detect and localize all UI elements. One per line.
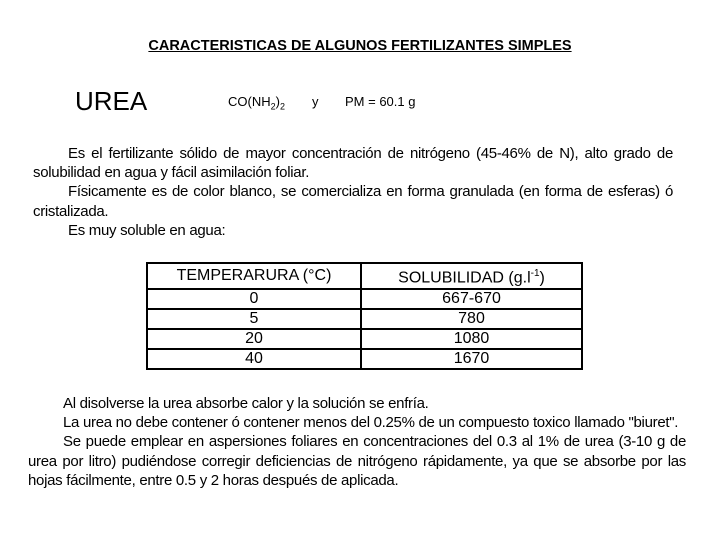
cell-sol: 1080: [361, 329, 582, 349]
cell-temp: 0: [147, 289, 361, 309]
formula-base: CO(NH: [228, 94, 271, 109]
page-title: CARACTERISTICAS DE ALGUNOS FERTILIZANTES SIMPLES: [148, 38, 572, 54]
table-row: [147, 329, 582, 349]
cell-sol: 780: [361, 309, 582, 329]
fertilizer-name: UREA: [75, 86, 148, 116]
table-row: [147, 309, 582, 329]
paragraph: Se puede emplear en aspersiones foliares en concentraciones del 0.3 al 1% de urea (3-10 g de urea por litro) pudiéndose corregir deficiencias de nitrógeno rápidamente, ya que se absorbe por las hojas fácilmente, entre 0.5 y 2 horas después de aplicada.: [28, 433, 686, 489]
solubility-table: [146, 262, 583, 370]
molecular-weight: PM = 60.1 g: [345, 94, 416, 109]
paragraph: Al disolverse la urea absorbe calor y la solución se enfría.: [63, 395, 429, 412]
paragraph: Es el fertilizante sólido de mayor concentración de nitrógeno (45-46% de N), alto grado de solubilidad en agua y fácil asimilación foliar.: [33, 145, 673, 182]
cell-sol: 1670: [361, 349, 582, 369]
conjunction: y: [312, 94, 319, 109]
formula-sub2: 2: [279, 101, 285, 112]
formula-close: ): [275, 94, 280, 109]
paragraph: La urea no debe contener ó contener menos del 0.25% de un compuesto toxico llamado "biuret".: [63, 414, 679, 432]
paragraph: Es muy soluble en agua:: [68, 221, 226, 239]
cell-temp: 5: [147, 309, 361, 329]
cell-temp: 40: [147, 349, 361, 369]
table-row: [147, 289, 582, 309]
header-solubility-sup: -1: [530, 267, 540, 279]
paragraph: Físicamente es de color blanco, se comercializa en forma granulada (en forma de esferas) ó cristalizada.: [33, 183, 673, 220]
chemical-formula: [228, 94, 285, 112]
table-header-row: [147, 263, 582, 289]
header-solubility-close: ): [539, 269, 545, 287]
header-solubility-text: SOLUBILIDAD (g.l: [398, 269, 531, 287]
header-solubility: [361, 263, 582, 289]
header-temperature: TEMPERARURA (°C): [147, 263, 361, 289]
table-row: [147, 349, 582, 369]
notes-text: [28, 394, 686, 490]
cell-temp: 20: [147, 329, 361, 349]
cell-sol: 667-670: [361, 289, 582, 309]
intro-text: [33, 144, 673, 240]
formula-sub1: 2: [270, 101, 276, 112]
